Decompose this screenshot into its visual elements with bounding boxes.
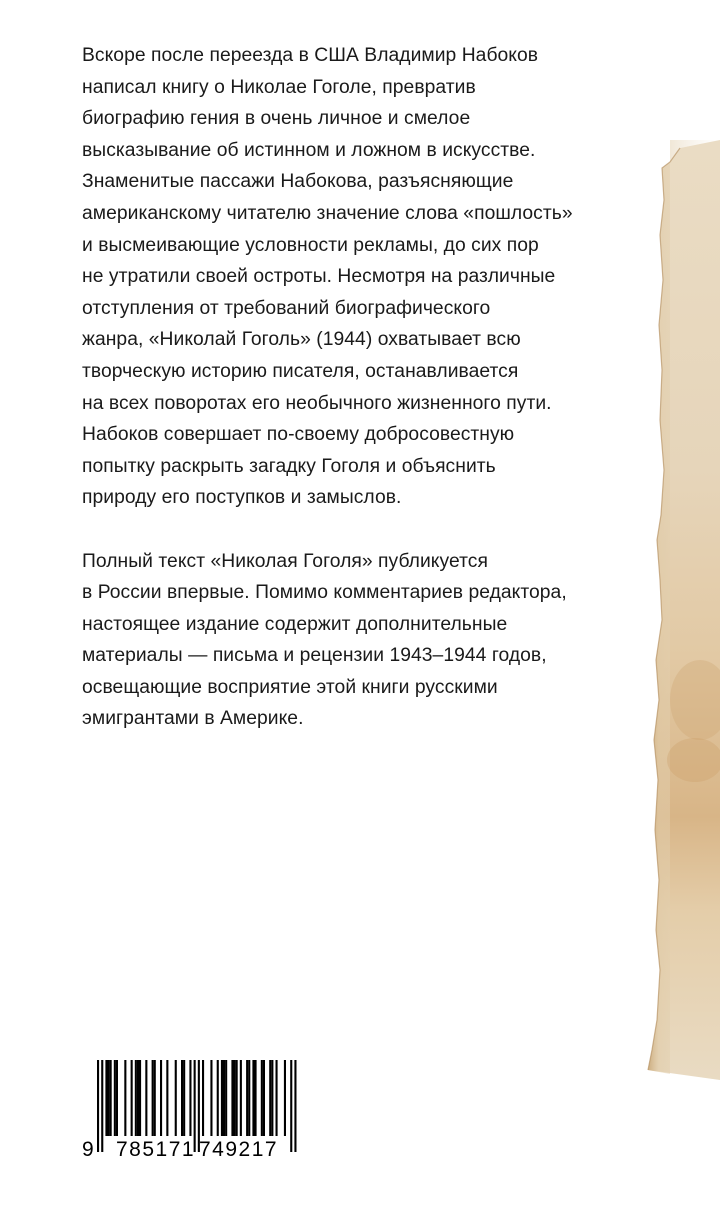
isbn-digit-first: 9 (82, 1138, 96, 1161)
blurb-line: настоящее издание содержит дополнительные (82, 613, 508, 635)
blurb-paragraph-2 (82, 546, 642, 736)
barcode-bar (108, 1060, 110, 1136)
blurb-line: и высмеивающие условности рекламы, до сих пор (82, 234, 539, 256)
barcode-bar (261, 1060, 263, 1136)
barcode-bar (202, 1060, 204, 1136)
blurb-line: Полный текст «Николая Гоголя» публикуется (82, 550, 488, 572)
barcode-bar (221, 1060, 223, 1136)
barcode-bar (263, 1060, 265, 1136)
barcode-bar (131, 1060, 133, 1136)
barcode-bar (114, 1060, 116, 1136)
blurb-line: высказывание об истинном и ложном в искусстве. (82, 139, 536, 161)
barcode-bar (175, 1060, 177, 1136)
barcode-bar (223, 1060, 225, 1136)
barcode-bar (137, 1060, 139, 1136)
blurb-line: материалы — письма и рецензии 1943–1944 годов, (82, 645, 547, 667)
barcode-bar (166, 1060, 168, 1136)
barcode-bar (255, 1060, 257, 1136)
blurb-line: эмигрантами в Америке. (82, 708, 304, 730)
barcode-bar (234, 1060, 236, 1136)
barcode-bar (252, 1060, 254, 1136)
blurb-line: попытку раскрыть загадку Гоголя и объяснить (82, 455, 496, 477)
back-cover-blurb (82, 40, 642, 735)
isbn-digits-group-1: 785171 (116, 1138, 196, 1161)
paragraph-gap (82, 514, 642, 546)
barcode-bar (276, 1060, 278, 1136)
barcode-guard-bar (97, 1060, 99, 1152)
blurb-line: отступления от требований биографического (82, 297, 491, 319)
barcode-bar (152, 1060, 154, 1136)
barcode-bar (284, 1060, 286, 1136)
barcode-bar (116, 1060, 118, 1136)
barcode-guard-bar (294, 1060, 296, 1152)
blurb-line: Вскоре после переезда в США Владимир Набоков (82, 45, 539, 66)
isbn-digits-group-2: 749217 (199, 1138, 279, 1161)
barcode-bar (139, 1060, 141, 1136)
barcode-bar (231, 1060, 233, 1136)
barcode-bar (110, 1060, 112, 1136)
blurb-line: Знаменитые пассажи Набокова, разъясняющие (82, 171, 514, 193)
blurb-line: природу его поступков и замыслов. (82, 487, 402, 509)
blurb-line: в России впервые. Помимо комментариев редактора, (82, 582, 567, 604)
barcode-bar (248, 1060, 250, 1136)
barcode-bar (210, 1060, 212, 1136)
barcode-bar (271, 1060, 273, 1136)
barcode-bar (189, 1060, 191, 1136)
barcode-guard-bar (101, 1060, 103, 1152)
barcode-bar (154, 1060, 156, 1136)
blurb-line: жанра, «Николай Гоголь» (1944) охватывает всю (82, 329, 521, 351)
barcode-guard-bar (290, 1060, 292, 1152)
blurb-line: написал книгу о Николае Гоголе, превратив (82, 76, 476, 98)
barcode-bar (183, 1060, 185, 1136)
blurb-line: Набоков совершает по-своему добросовестную (82, 424, 515, 446)
blurb-line: биографию гения в очень личное и смелое (82, 108, 471, 130)
barcode-bar (105, 1060, 107, 1136)
barcode-bar (160, 1060, 162, 1136)
blurb-line: не утратили своей остроты. Несмотря на различные (82, 266, 556, 288)
barcode-bar (181, 1060, 183, 1136)
barcode-bar (124, 1060, 126, 1136)
blurb-line: творческую историю писателя, останавливается (82, 360, 519, 382)
barcode-bar (246, 1060, 248, 1136)
barcode-bar (225, 1060, 227, 1136)
barcode-bar (135, 1060, 137, 1136)
barcode-bar (217, 1060, 219, 1136)
torn-paper-icon (640, 140, 720, 1080)
barcode-bar (145, 1060, 147, 1136)
barcode-bar (240, 1060, 242, 1136)
barcode-bar (269, 1060, 271, 1136)
blurb-line: на всех поворотах его необычного жизненного пути. (82, 392, 552, 414)
blurb-paragraph-1 (82, 40, 642, 514)
torn-paper-illustration (640, 140, 720, 1080)
barcode-bar (236, 1060, 238, 1136)
blurb-line: освещающие восприятие этой книги русскими (82, 676, 498, 698)
blurb-line: американскому читателю значение слова «пошлость» (82, 202, 573, 224)
